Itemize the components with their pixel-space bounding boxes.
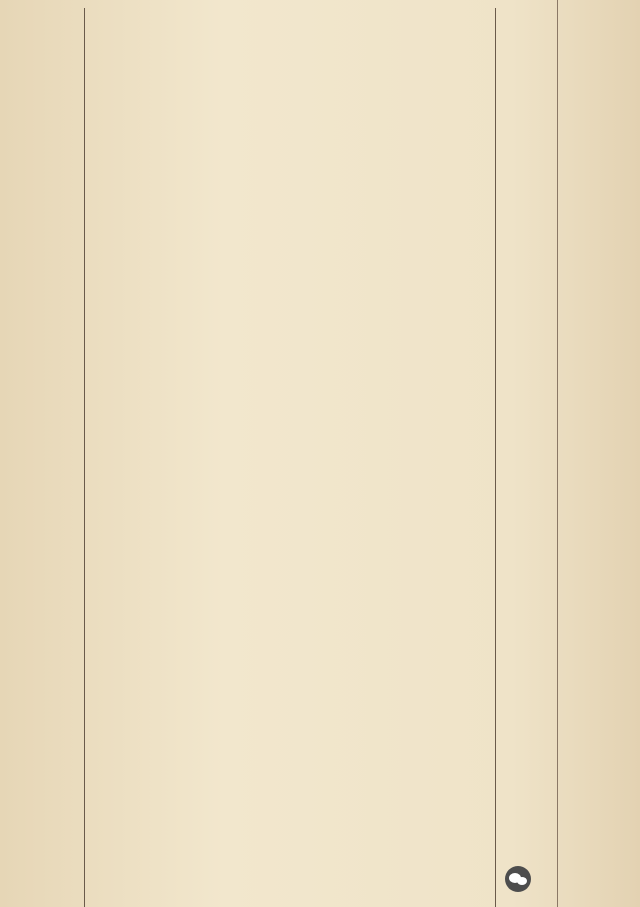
margin-rule <box>557 0 558 907</box>
generation-table <box>84 8 496 907</box>
wechat-icon <box>505 866 531 892</box>
watermark <box>505 864 537 894</box>
